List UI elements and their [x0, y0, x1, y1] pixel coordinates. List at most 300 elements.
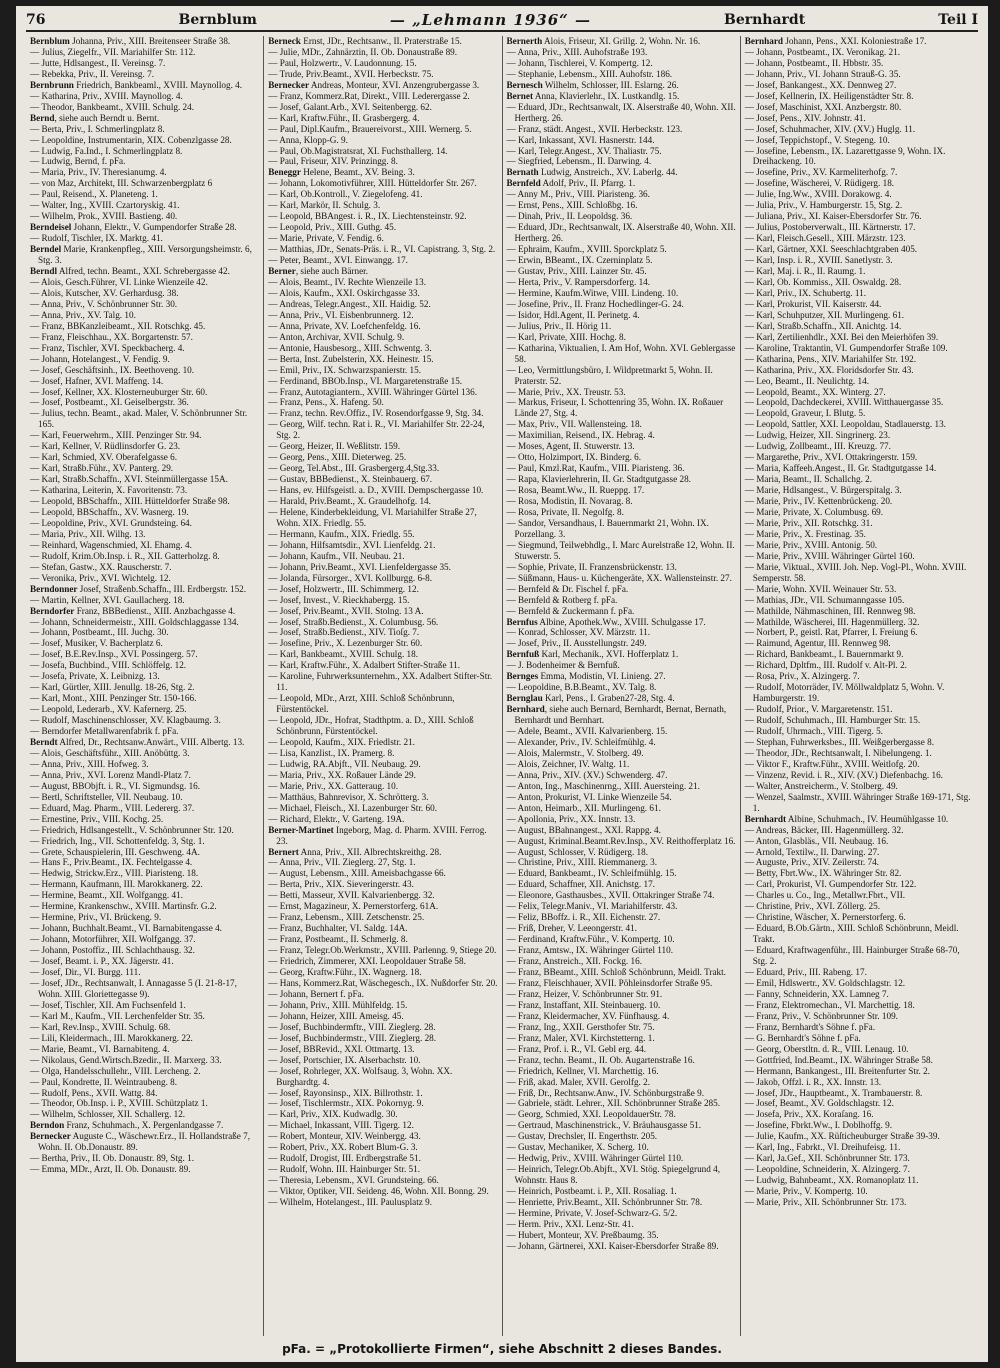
directory-page [16, 6, 988, 1362]
entry-text: — Alois, Kutscher, XV. Gerhardusg. 38. [30, 287, 179, 298]
entry-text: — Arnold, Textilw., II. Darwing. 27. [744, 846, 880, 857]
entry-text: — Josefine, Priv., II. Franz Hochedlinger-G. 24. [506, 298, 684, 309]
directory-entry [268, 310, 497, 321]
entry-text: — Rudolf, Prior., V. Margaretenstr. 151. [744, 704, 893, 715]
entry-text: — Jutte, Hdlsangest., II. Vereinsg. 7. [30, 57, 166, 68]
entry-text: — Maria, Kaffeeh.Angest., II. Gr. Stadtgutgasse 14. [744, 463, 937, 474]
entry-text: — Karl, Feuerwehrm., XIII. Penzinger Str. 94. [30, 430, 202, 441]
entry-text: — Walter, Anstreicherm., V. Stolberg. 49. [744, 780, 898, 791]
entry-text: — Franz, Priv., V. Schönbrunner Str. 109. [744, 1010, 898, 1021]
directory-entry [507, 452, 736, 463]
directory-entry [745, 627, 974, 638]
entry-text: — Betty, Fbrt.Ww., IX. Währinger Str. 82. [744, 868, 902, 879]
directory-entry [268, 496, 497, 507]
entry-text: — J. Bodenheimer & Bernfuß. [506, 660, 620, 671]
entry-text: — Anton, Prokurist, VI. Linke Wienzeile 54. [506, 791, 672, 802]
entry-text: — Josef, Straßb.Bedienst., XIV. Tioſg. 7. [268, 627, 420, 638]
entry-text: — Gottfried, Ind.Beamt., IX. Währinger Straße 58. [744, 1054, 933, 1065]
entry-text: — Marie, Priv., IV. Kettenbrückeng. 20. [744, 496, 893, 507]
directory-entry [268, 211, 497, 222]
entry-text: — Friß, Dr., Rechtsanw.Anw., IV. Schönburgstraße 9. [506, 1087, 705, 1098]
directory-entry [507, 1044, 736, 1055]
directory-entry [507, 1109, 736, 1120]
directory-entry [30, 781, 259, 792]
entry-text: — Josef, JDr., Rechtsanwalt, I. Annagasse 5 (I. 21-8-17, Wohn. XIII. Gloriettegasse 9). [30, 977, 237, 999]
entry-text: — Feliz, BBoffz. i. R., XII. Eichenstr. 27. [506, 912, 661, 923]
entry-text: — Alois, Beamt., IV. Rechte Wienzeile 13. [268, 276, 426, 287]
entry-text: — Gustav, Priv., XIII. Lainzer Str. 45. [506, 266, 647, 277]
entry-text: — Eduard, Priv., III. Rabeng. 17. [744, 967, 867, 978]
entry-text: — Karl, Priv., IX. Schubertg. 11. [744, 287, 867, 298]
directory-entry [268, 474, 497, 485]
entry-text: — Wilhelm, Schlosser, XII. Schallerg. 12. [30, 1109, 186, 1120]
entry-text: — Friedrich, Zimmerer, XXI. Leopoldauer Straße 58. [268, 956, 466, 967]
directory-entry [30, 803, 259, 814]
directory-entry [745, 989, 974, 1000]
entry-text: — Stephan, Fuhrwerksbes., III. Weißgerbergasse 8. [744, 737, 935, 747]
entry-text: — Rudolf, Pens., XVII. Wattg. 84. [30, 1087, 158, 1098]
entry-text: — Karl, Straßb.Führ., XV. Panterg. 29. [30, 463, 174, 474]
entry-text: — Eduard, B.Ob.Gärtn., XIII. Schloß Schönbrunn, Meidl. Trakt. [744, 923, 959, 945]
directory-entry [745, 91, 974, 102]
entry-text: — Leopold, Lederarb., XV. Kafernerg. 25. [30, 704, 187, 715]
directory-entry [268, 156, 497, 167]
entry-text: — Rudolf, Schuhmach., III. Hamburger Str. 15. [744, 715, 921, 726]
entry-text: — Max, Priv., VII. Wallensteing. 18. [506, 419, 642, 430]
directory-entry [30, 726, 259, 737]
entry-text: — Eduard, Bankbeamt., IV. Schleifmühlg. 15. [506, 868, 677, 879]
entry-text: — Peter, Beamt., XVI. Einwangg. 17. [268, 255, 408, 266]
directory-entry [30, 814, 259, 825]
entry-text: — Leopold, Sattler, XXI. Leopoldau, Stadlauerstg. 13. [744, 419, 946, 430]
directory-entry [507, 507, 736, 518]
directory-entry [268, 967, 497, 978]
directory-entry [268, 124, 497, 135]
entry-text: — Rudolf, Wohn. III. Hainburger Str. 51. [268, 1164, 421, 1175]
directory-entry [507, 1208, 736, 1219]
directory-entry [30, 1011, 259, 1022]
entry-text: — Marie, Priv., XVIII. Antonig. 50. [744, 539, 878, 550]
directory-entry [745, 671, 974, 682]
directory-entry [268, 814, 497, 825]
entry-text: — Franz, Pens., X. Hafeng. 50. [268, 397, 384, 408]
directory-entry [268, 956, 497, 967]
entry-text: — Anna, Priv., XV. Talg. 10. [30, 309, 136, 320]
entry-text: — Julius, techn. Beamt., akad. Maler, V. Schönbrunner Str. 165. [30, 408, 248, 430]
entry-text: — Josefine, Priv., XV. Karmeliterhofg. 7. [744, 167, 898, 178]
directory-entry [745, 1164, 974, 1175]
directory-entry [507, 606, 736, 617]
directory-entry [745, 836, 974, 847]
directory-entry [30, 496, 259, 507]
directory-entry [268, 58, 497, 69]
directory-entry [745, 244, 974, 255]
entry-text: — Julie, Ing.Ww., XVIII. Dorakowg. 4. [744, 189, 892, 200]
entry-text: — Eduard, Kraftwagenführ., III. Hainburger Straße 68-70, Stg. 2. [744, 945, 960, 967]
directory-entry [268, 803, 497, 814]
entry-text: — Trude, Priv.Beamt., XVII. Herbeckstr. 75. [268, 68, 434, 79]
entry-text: — Heinrich, Telegr.Ob.Abjft., XVI. Stög. Spiegelgrund 4, Wohnstr. Haus 8. [506, 1164, 721, 1186]
directory-entry [268, 792, 497, 803]
directory-entry [745, 124, 974, 135]
directory-entry [30, 825, 259, 836]
entry-text: — Karl, Fleisch.Gesell., XIII. Märzstr. 123. [744, 233, 906, 244]
directory-entry [745, 912, 974, 923]
directory-entry [507, 901, 736, 912]
entry-text: Johanna, Priv., XIII. Breitenseer Straße 38. [69, 36, 231, 46]
directory-entry [30, 233, 259, 244]
directory-entry [268, 945, 497, 956]
entry-text: — Leopoldine, B.B.Beamt., XV. Talg. 8. [506, 682, 657, 693]
entry-text: — Bernfeld & Rotberg f. pFa. [506, 594, 618, 605]
entry-text: Alfred, Dr., Rechtsanw.Anwärt., VIII. Albertg. 13. [57, 737, 245, 747]
entry-text: Ingeborg, Mag. d. Pharm. XVIII. Ferrog. 23. [276, 824, 487, 846]
directory-entry [745, 945, 974, 967]
directory-entry [507, 562, 736, 573]
entry-text: — Katharina, Priv., XX. Floridsdorfer Str. 43. [744, 364, 914, 375]
directory-entry [507, 627, 736, 638]
entry-text: — Leopoldine, Priv., XVI. Grundsteing. 64. [30, 517, 192, 528]
entry-text: — Josef, Priv., II. Ausstellungstr. 249. [506, 638, 647, 649]
entry-text: — Josef, Priv.Beamt., XVII. Stolng. 13 A. [268, 605, 424, 616]
entry-text: Albine, Apothek.Ww., XVIII. Schulgasse 17. [537, 616, 706, 627]
entry-text: — Alois, Geschäftsführ., XIII. Anöbüttg. 3. [30, 747, 190, 758]
entry-text: — Marie, Hdlsangest., V. Bürgerspitalg. 3. [744, 485, 902, 496]
directory-entry [745, 1186, 974, 1197]
entry-text: — Karl, Telegr.Angest., XV. Thaliastr. 75. [506, 145, 662, 156]
entry-text: — Bertl, Schriftsteller, VII. Neubaug. 10. [30, 791, 183, 802]
directory-entry [268, 868, 497, 879]
directory-entry [507, 419, 736, 430]
entry-text: — Josef, Buchbindermftr., VIII. Zieglerg. 28. [268, 1021, 436, 1032]
entry-surname: Berndl [30, 266, 58, 277]
entry-text: — Rudolf, Drogist, III. Erdbergstraße 51. [268, 1153, 421, 1164]
directory-entry [30, 682, 259, 693]
directory-entry [745, 518, 974, 529]
entry-text: — Karl, Ob. Kommiss., XII. Oswaldg. 28. [744, 276, 902, 287]
entry-text: — Friedrich, Kellner, VI. Marchettig. 16. [506, 1065, 659, 1076]
directory-entry [507, 244, 736, 255]
directory-entry [268, 507, 497, 529]
directory-entry [745, 551, 974, 562]
directory-entry [30, 189, 259, 200]
directory-entry [745, 310, 974, 321]
directory-entry [268, 529, 497, 540]
directory-entry [507, 200, 736, 211]
directory-entry [507, 365, 736, 387]
directory-entry [745, 638, 974, 649]
entry-text: — Georg, Pens., XIII. Dieterweg. 25. [268, 452, 407, 463]
entry-text: — Anna, Priv., VI. Eisbenbrunnerg. 12. [268, 309, 414, 320]
entry-text: — Franz, BBeamt., XIII. Schloß Schönbrunn, Meidl. Trakt. [506, 967, 726, 978]
directory-entry [507, 211, 736, 222]
directory-entry [507, 441, 736, 452]
directory-entry [30, 474, 259, 485]
entry-text: — Julia, Priv., V. Hamburgerstr. 15, Stg. 2. [744, 200, 903, 211]
entry-text: — Alexander, Priv., IV. Schleifmühlg. 4. [506, 737, 656, 747]
directory-entry [268, 255, 497, 266]
directory-entry [745, 354, 974, 365]
entry-text: — Josef, Beamt. i. P., XX. Jägerstr. 41. [30, 956, 174, 967]
entry-text: — Ernestine, Priv., VIII. Kochg. 25. [30, 813, 164, 824]
directory-entry [30, 80, 259, 91]
directory-entry [745, 1175, 974, 1186]
entry-text: — August, Schlosser, V. Rüdigerg. 18. [506, 846, 649, 857]
entry-surname: Bernath [506, 167, 539, 178]
directory-entry [507, 310, 736, 321]
directory-entry [30, 310, 259, 321]
entry-text: — Marie, Priv., V. Kompertg. 10. [744, 1186, 868, 1197]
directory-entry [268, 770, 497, 781]
entry-text: — Josef, Geschäftsinh., IX. Beethoveng. 10. [30, 364, 195, 375]
entry-text: — Ferdinand, BBOb.Insp., VI. Margaretenstraße 15. [268, 375, 463, 386]
entry-text: — Franz, Fleischhau., XX. Borgartenstr. 57. [30, 331, 193, 342]
directory-entry [745, 507, 974, 518]
entry-text: — Adele, Beamt., XVII. Kalvarienberg. 15. [506, 726, 668, 737]
directory-entry [745, 1098, 974, 1109]
directory-entry [30, 693, 259, 704]
entry-text: — Maria, Priv., IV. Theresianumg. 4. [30, 167, 167, 178]
entry-text: — Eduard, Mag. Pharm., VIII. Ledererg. 37. [30, 802, 195, 813]
directory-entry [30, 868, 259, 879]
entry-text: — Helene, Kinderbekleidung, VI. Mariahilfer Straße 27, Wohn. XIX. Friedlg. 55. [268, 506, 477, 528]
entry-text: — Otto, Holzimport, IX. Binderg. 6. [506, 452, 642, 463]
entry-text: — Anton, Glasbläs., VII. Neubaug. 16. [744, 835, 889, 846]
entry-text: — Johann, Heizer, XIII. Ameisg. 45. [268, 1010, 404, 1021]
entry-text: — Franz, Kommerz.Rat, Direkt., VIII. Lederergasse 2. [268, 90, 470, 101]
directory-entry [268, 1186, 497, 1197]
directory-entry [745, 288, 974, 299]
entry-text: — Franz, Buchhalter, VI. Saldg. 14A. [268, 923, 408, 934]
entry-text: — Anna, Private, XV. Loefchenfeldg. 16. [268, 320, 421, 331]
directory-entry [30, 540, 259, 551]
directory-entry [507, 189, 736, 200]
entry-text: — Olga, Handelsschullehr., VIII. Lercheng. 2. [30, 1065, 201, 1076]
directory-entry [30, 485, 259, 496]
entry-text: — Viktor F., Kraftw.Führ., XVIII. Weitlofg. 20. [744, 758, 920, 769]
entry-text: — Julie, Kaufm., XX. Rüſticheuburger Straße 39-39. [744, 1131, 940, 1142]
entry-text: — Leopold, MDr., Arzt, XIII. Schloß Schönbrunn, Fürstentöckel. [268, 693, 455, 715]
entry-text: — Karl, Kraftw.Führ., X. Adalbert Stifter-Straße 11. [268, 660, 461, 671]
directory-entry [268, 200, 497, 211]
directory-entry [268, 825, 497, 847]
directory-entry [268, 91, 497, 102]
directory-entry [268, 671, 497, 693]
directory-entry [30, 387, 259, 398]
entry-text: Auguste C., Wäschewr.Erz., II. Hollandstraße 7, Wohn. II. Ob.Donaustr. 89. [38, 1131, 251, 1153]
entry-text: — Anton, Heimarb., XII. Murlingeng. 61. [506, 802, 661, 813]
directory-entry [30, 113, 259, 124]
entry-text: — Richard, Elektr., V. Garteng. 19A. [268, 813, 405, 824]
directory-entry [745, 1077, 974, 1088]
directory-entry [507, 518, 736, 540]
entry-text: — Georg, Heizer, II. Weßlitstr. 159. [268, 441, 400, 452]
directory-entry [507, 1077, 736, 1088]
entry-surname: Berndorfer [30, 605, 75, 616]
directory-entry [745, 365, 974, 376]
directory-entry [30, 518, 259, 529]
entry-text: — August, Kriminal.Beamt.Rev.Insp., XV. Reithofferplatz 16. [506, 835, 736, 846]
directory-entry [507, 770, 736, 781]
entry-text: — Berta, Priv., I. Schmerlingplatz 8. [30, 123, 165, 134]
directory-entry [507, 1219, 736, 1230]
directory-entry [507, 430, 736, 441]
entry-text: — Alois, Zeichner, IV. Waltg. 11. [506, 758, 630, 769]
entry-text: — Gabriele, städt. Lehrer., XII. Schönbrunner Straße 285. [506, 1098, 721, 1109]
directory-entry [268, 781, 497, 792]
entry-text: — Katharina, Priv., XVIII. Maynollog. 4. [30, 90, 183, 101]
directory-entry [268, 649, 497, 660]
entry-text: — Harald, Priv.Beamt., X. Graudelhofg. 14. [268, 496, 431, 507]
directory-entry [268, 1022, 497, 1033]
directory-entry [745, 1131, 974, 1142]
page-header [26, 10, 978, 32]
directory-entry [30, 266, 259, 277]
directory-entry [268, 595, 497, 606]
directory-entry [507, 1120, 736, 1131]
entry-text: — Karl, Schmied, XV. Oberafelgasse 6. [30, 452, 178, 463]
entry-text: — Paul, Kondrette, II. Weintraubeng. 8. [30, 1076, 178, 1087]
entry-text: — Karl, Private, XIII. Hochg. 8. [506, 331, 626, 342]
entry-surname: Bernecker [268, 79, 310, 90]
directory-entry [507, 474, 736, 485]
directory-entry [507, 726, 736, 737]
entry-text: — Rudolf, Tischler, IX. Marktg. 41. [30, 233, 163, 244]
entry-text: — Jolanda, Fürsorger., XVI. Kollburgg. 6-8. [268, 572, 432, 583]
entry-text: — Leopold, JDr., Hofrat, Stadthptm. a. D., XIII. Schloß Schönbrunn, Fürstentöckel. [268, 715, 474, 737]
entry-text: — Leopoldine, Schneiderin, X. Alzingerg. 7. [744, 1164, 910, 1175]
directory-entry [268, 847, 497, 858]
entry-text: — Franz, Elektromechan., VI. Marchettig. 18. [744, 999, 915, 1010]
entry-surname: Berndonner [30, 583, 78, 594]
directory-entry [507, 649, 736, 660]
directory-entry [30, 934, 259, 945]
entry-surname: Berner [268, 266, 296, 277]
entry-text: — Hermine, Kaufm.Witwe, VIII. Lindeng. 10. [506, 287, 679, 298]
entry-surname: Bernecker [30, 1131, 71, 1142]
entry-text: — Ludwig, Heizer, XII. Singrinerg. 23. [744, 430, 891, 441]
entry-text: — Johann, Motorführer, XII. Wolfgangg. 37. [30, 934, 196, 945]
directory-entry [30, 1164, 259, 1175]
entry-text: — Leopold, Kaufm., XIX. Friedlstr. 21. [268, 737, 415, 747]
directory-entry [268, 540, 497, 551]
directory-entry [507, 704, 736, 726]
directory-entry [507, 91, 736, 102]
directory-entry [745, 178, 974, 189]
entry-text: , siehe auch Bernard, Bernhardt, Bernat, Bernath, Bernhardt und Bernhart. [514, 704, 727, 726]
entry-text: — Bernfeld & Zuckermann f. pFa. [506, 605, 635, 616]
entry-text: — Gustav, Drechsler, II. Engerthstr. 205. [506, 1131, 658, 1142]
directory-entry [268, 627, 497, 638]
directory-entry [268, 376, 497, 387]
directory-entry [30, 660, 259, 671]
directory-entry [268, 857, 497, 868]
entry-text: — Erwin, BBeamt., IX. Czerninplatz 5. [506, 255, 653, 266]
entry-text: — Maria, Beamt., II. Schallchg. 2. [744, 474, 873, 485]
directory-entry [30, 288, 259, 299]
entry-text: — Wilhelm, Prok., XVIII. Bastieng. 40. [30, 211, 178, 222]
directory-entry [268, 715, 497, 737]
directory-entry [745, 737, 974, 748]
entry-text: — Karl, Ing., Fabrkt., VI. Dreihufeisg. 11. [744, 1142, 901, 1153]
entry-text: — Franz, techn. Beamt., II. Ob. Augartenstraße 16. [506, 1054, 695, 1065]
directory-entry [30, 671, 259, 682]
directory-entry [30, 715, 259, 726]
entry-text: — Marie, Wohn. XVII. Weinauer Str. 53. [744, 583, 897, 594]
entry-text: — Josef, Kellner, XX. Klosterneuburger Str. 60. [30, 386, 208, 397]
entry-text: — Johann, Kaufm., VII. Neubau. 21. [268, 550, 405, 561]
entry-text: — Leopold, Priv., XIII. Guthg. 45. [268, 222, 397, 233]
entry-text: — Leopoldine, Instrumentarin, XIX. Cobenzlgasse 28. [30, 134, 232, 145]
directory-entry [268, 299, 497, 310]
entry-text: — Ludwig, Bernd, f. pFa. [30, 156, 126, 167]
entry-text: — Eduard, JDr., Rechtsanwalt, IX. Alserstraße 40, Wohn. XII. Hertherg. 26. [506, 222, 736, 244]
entry-surname: Bernet [506, 90, 534, 101]
directory-entry [745, 1153, 974, 1164]
entry-text: — Christine, Priv., XVI. Zöllerg. 25. [744, 901, 880, 912]
directory-entry [507, 1098, 736, 1109]
entry-text: — Mathilde, Nähmaschinen, III. Rennweg 98. [744, 605, 916, 616]
entry-text: — Karl, Straßb.Schaffn., XII. Anichtg. 14. [744, 320, 902, 331]
directory-entry [30, 430, 259, 441]
entry-text: — Hermann, Bankangest., III. Breitenfurter Str. 2. [744, 1065, 930, 1076]
directory-entry [507, 857, 736, 868]
entry-surname: Bernesch [506, 79, 543, 90]
directory-entry [268, 113, 497, 124]
entry-text: — Karl, Gürtler, XIII. Jenullg. 18-26, Stg. 2. [30, 682, 195, 693]
entry-text: — Franz, Postbeamt., II. Schmerlg. 8. [268, 934, 408, 945]
entry-text: — Bernfeld & Dr. Fischel f. pFa. [506, 583, 629, 594]
entry-text: — Marie, Beamt., VI. Barnabiteng. 4. [30, 1043, 170, 1054]
directory-entry [30, 354, 259, 365]
entry-text: — Michael, Fleisch., XI. Lazenburger Str. 60. [268, 802, 437, 813]
directory-entry [30, 200, 259, 211]
entry-text: — Karl, Inkassant, XVI. Hasnerstr. 144. [506, 134, 655, 145]
directory-entry [745, 890, 974, 901]
directory-entry [507, 124, 736, 135]
directory-entry [30, 146, 259, 157]
entry-text: — Reinhard, Wagenschmied, XI. Ehamg. 4. [30, 539, 192, 550]
directory-entry [268, 737, 497, 748]
entry-text: — Ludwig, Zollbeamt., III. Kreuzg. 77. [744, 441, 891, 452]
directory-entry [507, 1022, 736, 1033]
directory-entry [507, 737, 736, 748]
entry-text: — Josef, Schuhmacher, XIV. (XV.) Huglg. 11. [744, 123, 916, 134]
entry-text: — Johann, Postbeamt., II. Hbbstr. 35. [744, 57, 884, 68]
directory-entry [268, 1142, 497, 1153]
directory-entry [507, 617, 736, 628]
entry-text: — Margarethe, Priv., XVI. Ottakringerstr. 159. [744, 452, 918, 463]
entry-text: — Moses, Agent, II. Stuwerstr. 13. [506, 441, 635, 452]
directory-entry [507, 595, 736, 606]
directory-entry [745, 682, 974, 704]
entry-text: — Karl, Kraftw.Führ., II. Grasbergerg. 4. [268, 112, 420, 123]
entry-text: — Georg, Tel.Abst., III. Grasbergerg.4,Stg.33. [268, 463, 440, 474]
entry-text: — Josef, Bankangest., XX. Dennweg 27. [744, 79, 897, 90]
directory-entry [507, 1230, 736, 1241]
directory-entry [268, 562, 497, 573]
entry-surname: Beneggr [268, 167, 301, 178]
directory-entry [745, 1000, 974, 1011]
directory-entry [507, 36, 736, 47]
entry-text: — Emma, MDr., Arzt, II. Ob. Donaustr. 89. [30, 1164, 191, 1175]
directory-entry [30, 967, 259, 978]
directory-entry [745, 1120, 974, 1131]
entry-text: — Eduard, JDr., Rechtsanwalt, IX. Alserstraße 40, Wohn. XII. Hertherg. 26. [506, 101, 736, 123]
entry-text: — Katharina, Pens., XIV. Mariahilfer Str. 192. [744, 353, 917, 364]
directory-entry [268, 617, 497, 628]
entry-text: — Maria, Priv., XX. Roßauer Lände 29. [268, 769, 416, 780]
